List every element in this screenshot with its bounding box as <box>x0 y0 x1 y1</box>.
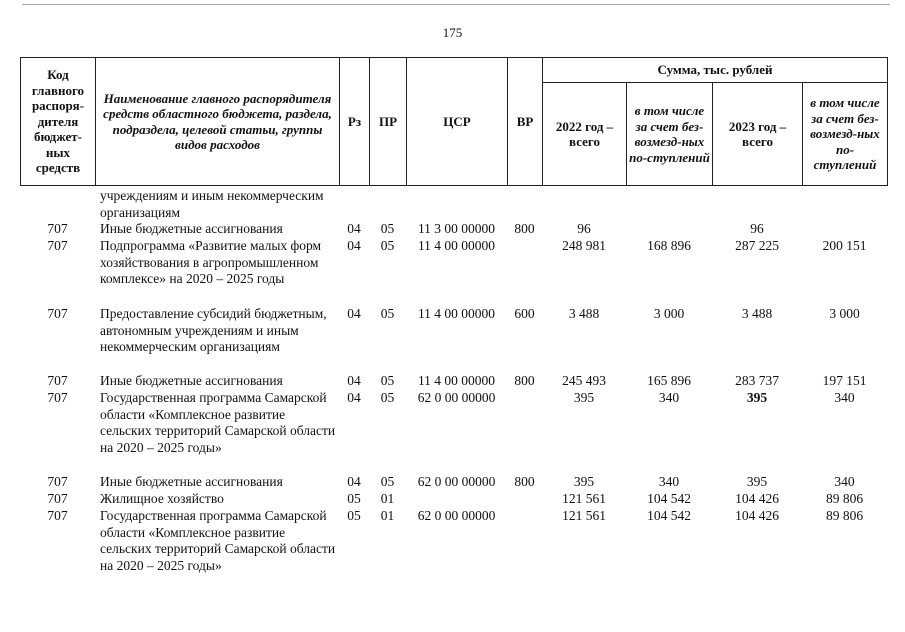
page-number: 175 <box>442 25 463 40</box>
cell-pr: 05 <box>380 238 395 253</box>
cell-total-2023: 395 <box>746 474 768 489</box>
cell-code: 707 <box>47 491 68 506</box>
cell-code: 707 <box>47 390 68 405</box>
cell-total-2023: 287 225 <box>735 238 779 253</box>
cell-rz: 04 <box>347 373 361 388</box>
cell-pr: 05 <box>380 373 395 388</box>
cell-rz: 05 <box>347 491 361 506</box>
cell-total-2023: 96 <box>750 221 764 236</box>
table-header <box>20 57 888 186</box>
cell-total-2023: 395 <box>746 390 768 405</box>
cell-pr: 05 <box>380 390 395 405</box>
cell-name: Иные бюджетные ассигнования <box>100 474 283 489</box>
cell-pr: 05 <box>380 221 395 236</box>
cell-csr: 62 0 00 00000 <box>417 474 496 489</box>
cell-code: 707 <box>47 373 68 388</box>
header-vr: ВР <box>508 58 543 186</box>
cell-name: Государственная программа Самарской области «Комплексное развитие сельских территорий Самарской области на 2020 – 2025 годы» <box>100 390 336 455</box>
cell-total-2023: 104 426 <box>735 508 779 523</box>
cell-incl-2022: 340 <box>658 474 680 489</box>
cell-code: 707 <box>47 221 68 236</box>
cell-total-2022: 121 561 <box>562 491 606 506</box>
cell-incl-2022: 340 <box>658 390 680 405</box>
cell-total-2023: 3 488 <box>741 306 773 321</box>
cell-rz: 04 <box>347 221 361 236</box>
cell-pr: 01 <box>380 491 395 506</box>
cell-incl-2022: 104 542 <box>647 508 691 523</box>
cell-csr: 62 0 00 00000 <box>417 508 496 523</box>
cell-name: Иные бюджетные ассигнования <box>100 221 283 236</box>
cell-csr: 11 4 00 00000 <box>417 373 496 388</box>
cell-name: Жилищное хозяйство <box>100 491 224 506</box>
cell-total-2023: 104 426 <box>735 491 779 506</box>
cell-name: Иные бюджетные ассигнования <box>100 373 283 388</box>
cell-name: Подпрограмма «Развитие малых форм хозяйствования в агропромышленном комплексе» на 2020 – 2025 годы <box>100 238 322 286</box>
cell-code: 707 <box>47 474 68 489</box>
cell-total-2022: 245 493 <box>562 373 606 388</box>
cell-incl-2023: 340 <box>834 390 855 405</box>
cell-code: 707 <box>47 238 68 253</box>
cell-incl-2023: 89 806 <box>825 508 864 523</box>
cell-csr: 11 4 00 00000 <box>417 238 496 253</box>
cell-total-2022: 121 561 <box>562 508 606 523</box>
cell-incl-2023: 89 806 <box>825 491 864 506</box>
cell-rz: 05 <box>347 508 361 523</box>
cell-total-2022: 248 981 <box>562 238 606 253</box>
cell-incl-2022: 165 896 <box>647 373 691 388</box>
cell-incl-2023: 3 000 <box>829 306 860 321</box>
cell-rz: 04 <box>347 306 361 321</box>
cell-vr: 800 <box>514 373 535 388</box>
cell-csr: 62 0 00 00000 <box>417 390 496 405</box>
header-csr: ЦСР <box>407 58 508 186</box>
cell-name: Государственная программа Самарской области «Комплексное развитие сельских территорий Самарской области на 2020 – 2025 годы» <box>100 508 336 573</box>
cell-total-2022: 395 <box>573 390 595 405</box>
top-rule <box>22 4 890 5</box>
cell-incl-2023: 200 151 <box>822 238 867 253</box>
header-total-2022: 2022 год – всего <box>543 83 627 186</box>
cell-pr: 05 <box>380 474 395 489</box>
header-rz: Рз <box>340 58 370 186</box>
cell-pr: 01 <box>380 508 395 523</box>
cell-csr: 11 3 00 00000 <box>417 221 496 236</box>
cell-incl-2023: 197 151 <box>822 373 867 388</box>
cell-rz: 04 <box>347 390 361 405</box>
cell-vr: 800 <box>514 221 535 236</box>
cell-total-2023: 283 737 <box>735 373 779 388</box>
cell-incl-2022: 168 896 <box>647 238 691 253</box>
cell-name: Предоставление субсидий бюджетным, автономным учреждениям и иным некоммерческим организациям <box>100 306 327 354</box>
header-name: Наименование главного распорядителя средств областного бюджета, раздела, подраздела, целевой статьи, группы видов расходов <box>96 58 340 186</box>
cell-vr: 600 <box>514 306 535 321</box>
cell-incl-2022: 104 542 <box>647 491 691 506</box>
header-pr: ПР <box>370 58 407 186</box>
cell-total-2022: 3 488 <box>568 306 600 321</box>
cell-total-2022: 395 <box>573 474 595 489</box>
header-total-2023: 2023 год – всего <box>713 83 803 186</box>
cell-code: 707 <box>47 508 68 523</box>
cell-rz: 04 <box>347 474 361 489</box>
cell-incl-2022: 3 000 <box>653 306 685 321</box>
cell-code: 707 <box>47 306 68 321</box>
cell-name: учреждениям и иным некоммерческим организациям <box>100 188 324 220</box>
cell-pr: 05 <box>380 306 395 321</box>
cell-total-2022: 96 <box>577 221 591 236</box>
header-sum: Сумма, тыс. рублей <box>543 58 888 83</box>
header-code: Код главного распоря-дителя бюджет-ных средств <box>21 58 96 186</box>
header-incl-2022: в том числе за счет без-возмезд-ных по-ступлений <box>627 83 713 186</box>
cell-csr: 11 4 00 00000 <box>417 306 496 321</box>
cell-rz: 04 <box>347 238 361 253</box>
cell-vr: 800 <box>514 474 535 489</box>
header-incl-2023: в том числе за счет без-возмезд-ных по-ступлений <box>803 83 888 186</box>
cell-incl-2023: 340 <box>834 474 855 489</box>
